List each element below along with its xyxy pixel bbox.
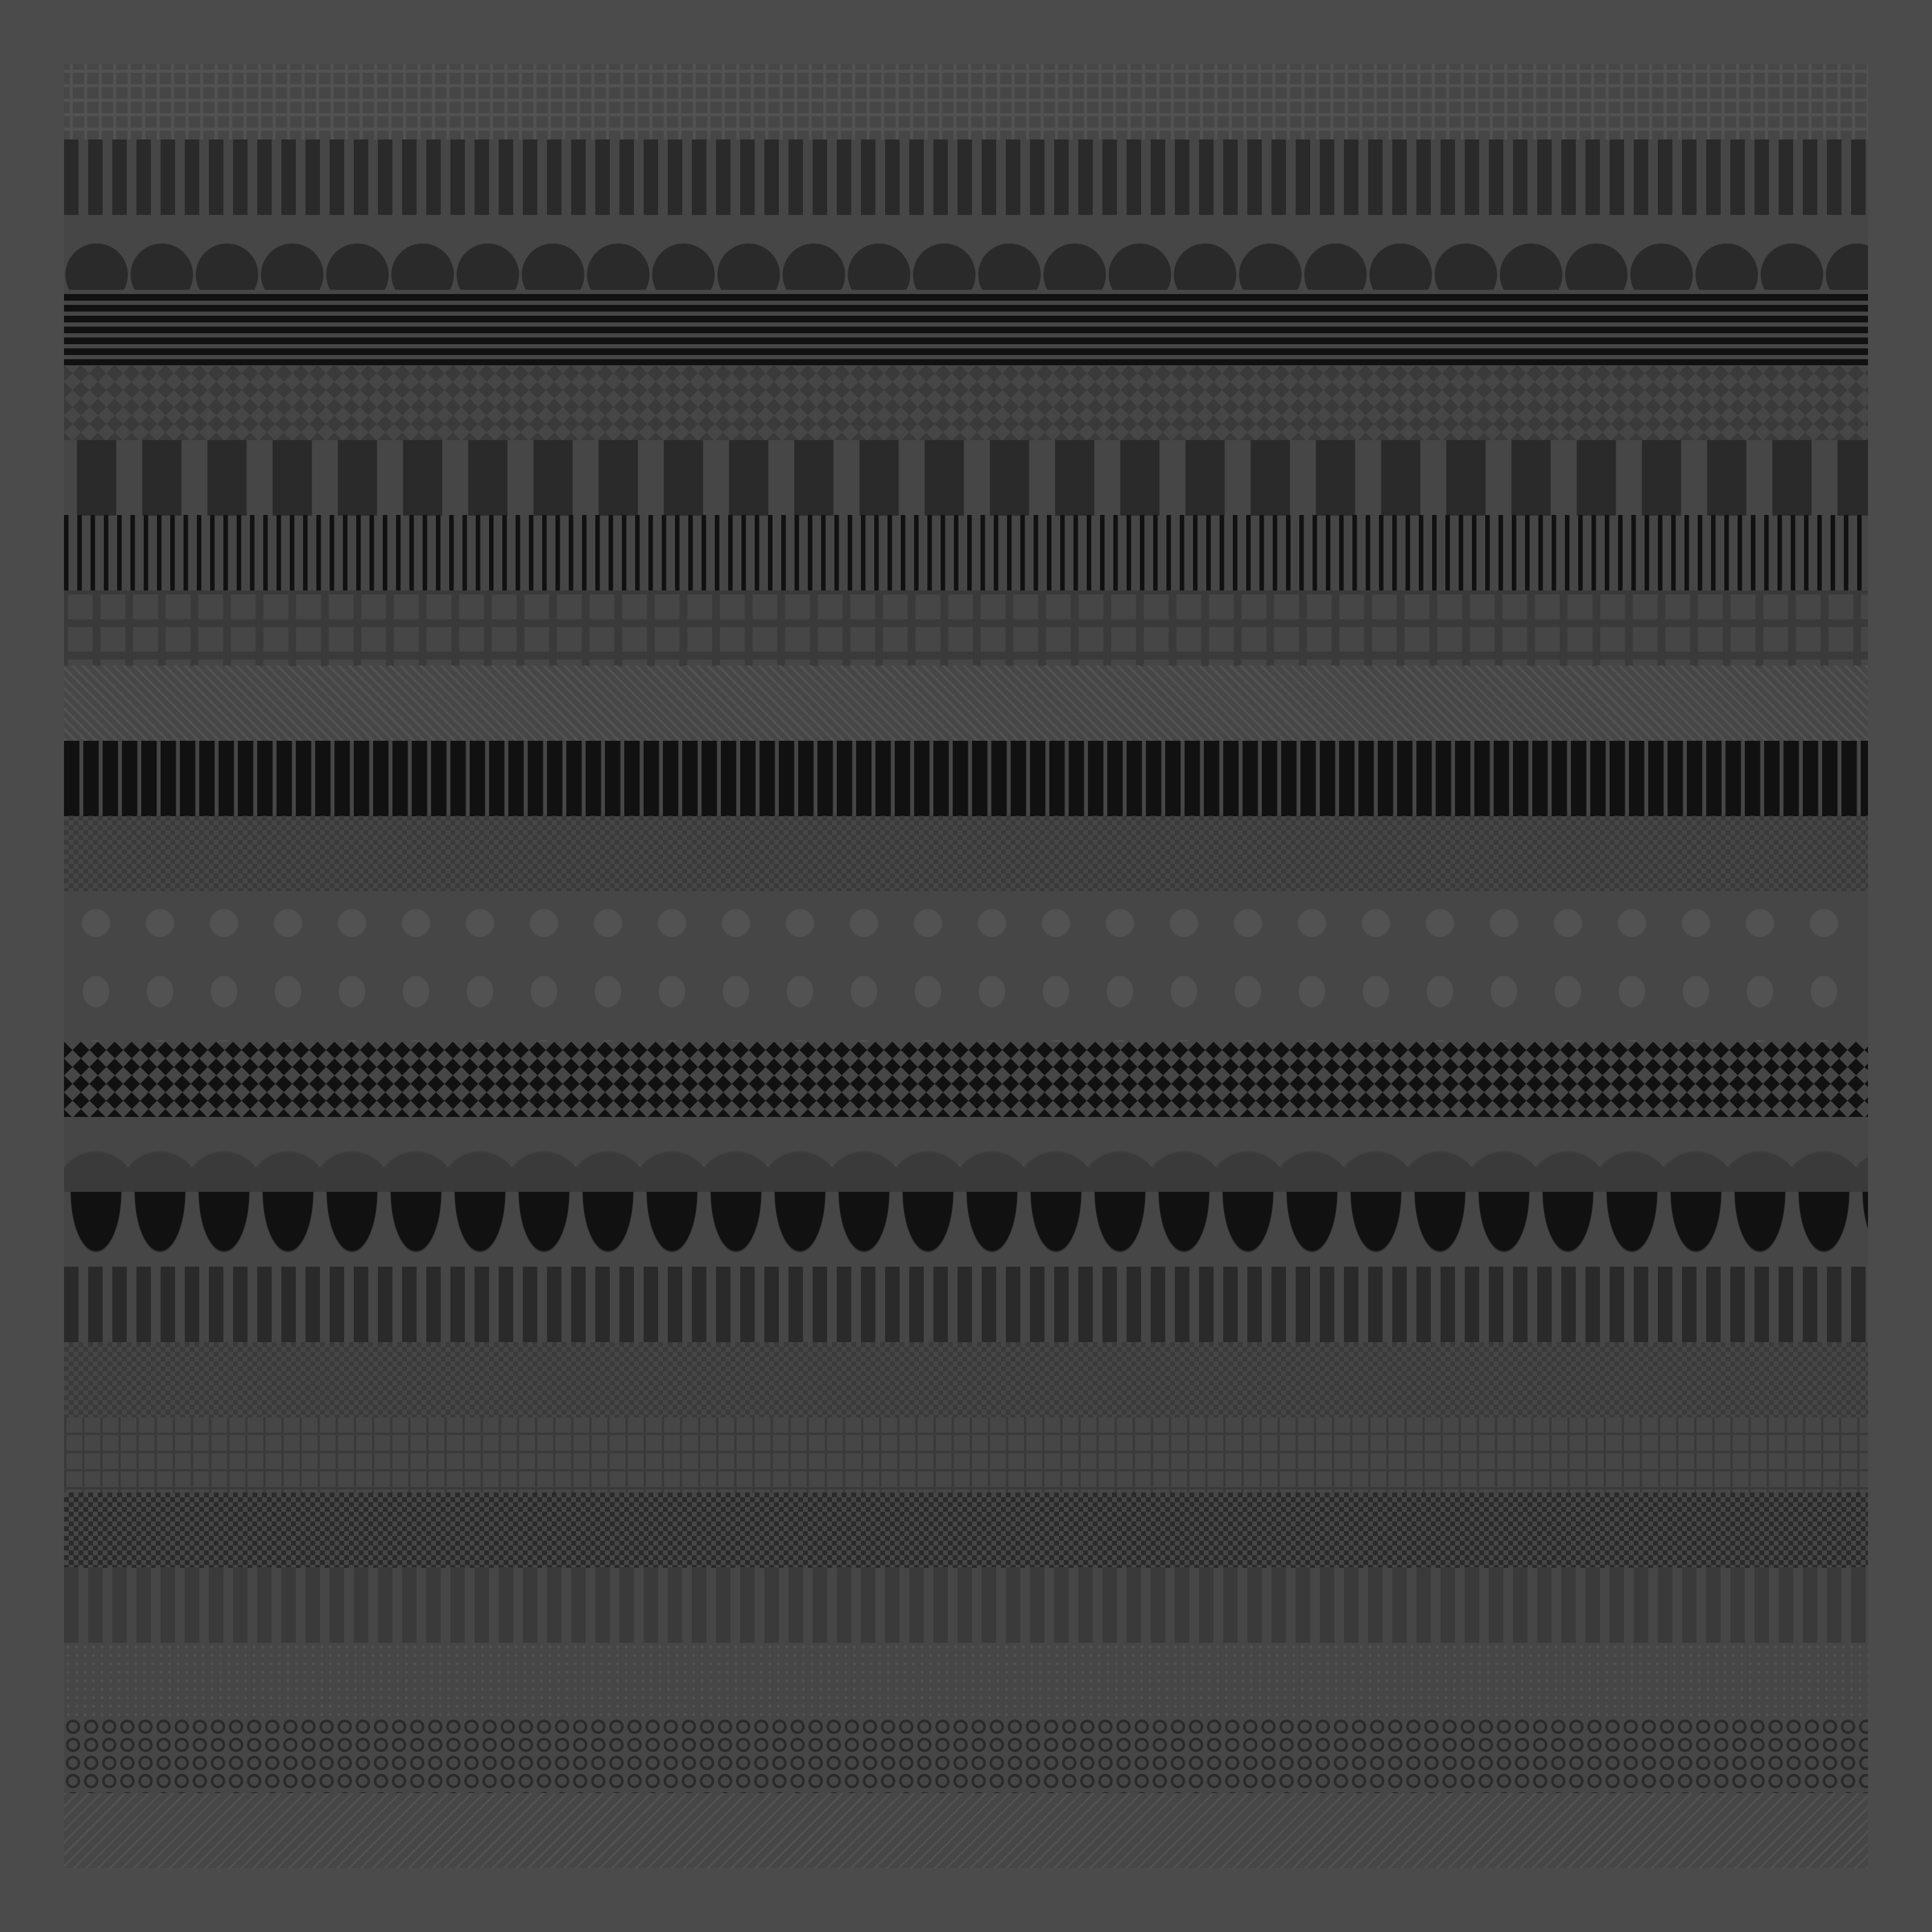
pattern-band: [64, 1567, 1868, 1643]
pattern-band: [64, 891, 1868, 967]
pattern-band: [64, 365, 1868, 440]
pattern-band: [64, 1192, 1868, 1267]
pattern-band: [64, 665, 1868, 741]
pattern-band: [64, 966, 1868, 1041]
pattern-band: [64, 290, 1868, 365]
pattern-band: [64, 1643, 1868, 1718]
pattern-band: [64, 1492, 1868, 1568]
pattern-band: [64, 139, 1868, 215]
pattern-band: [64, 1793, 1868, 1869]
pattern-band: [64, 1718, 1868, 1793]
pattern-band: [64, 816, 1868, 891]
pattern-band: [64, 1041, 1868, 1117]
pattern-band: [64, 440, 1868, 516]
pattern-band: [64, 1116, 1868, 1192]
pattern-band: [64, 1417, 1868, 1492]
pattern-band: [64, 515, 1868, 590]
pattern-band: [64, 64, 1868, 139]
pattern-band: [64, 590, 1868, 666]
pattern-band: [64, 214, 1868, 290]
pattern-band: [64, 741, 1868, 816]
pattern-band: [64, 1342, 1868, 1418]
pattern-band: [64, 1267, 1868, 1342]
